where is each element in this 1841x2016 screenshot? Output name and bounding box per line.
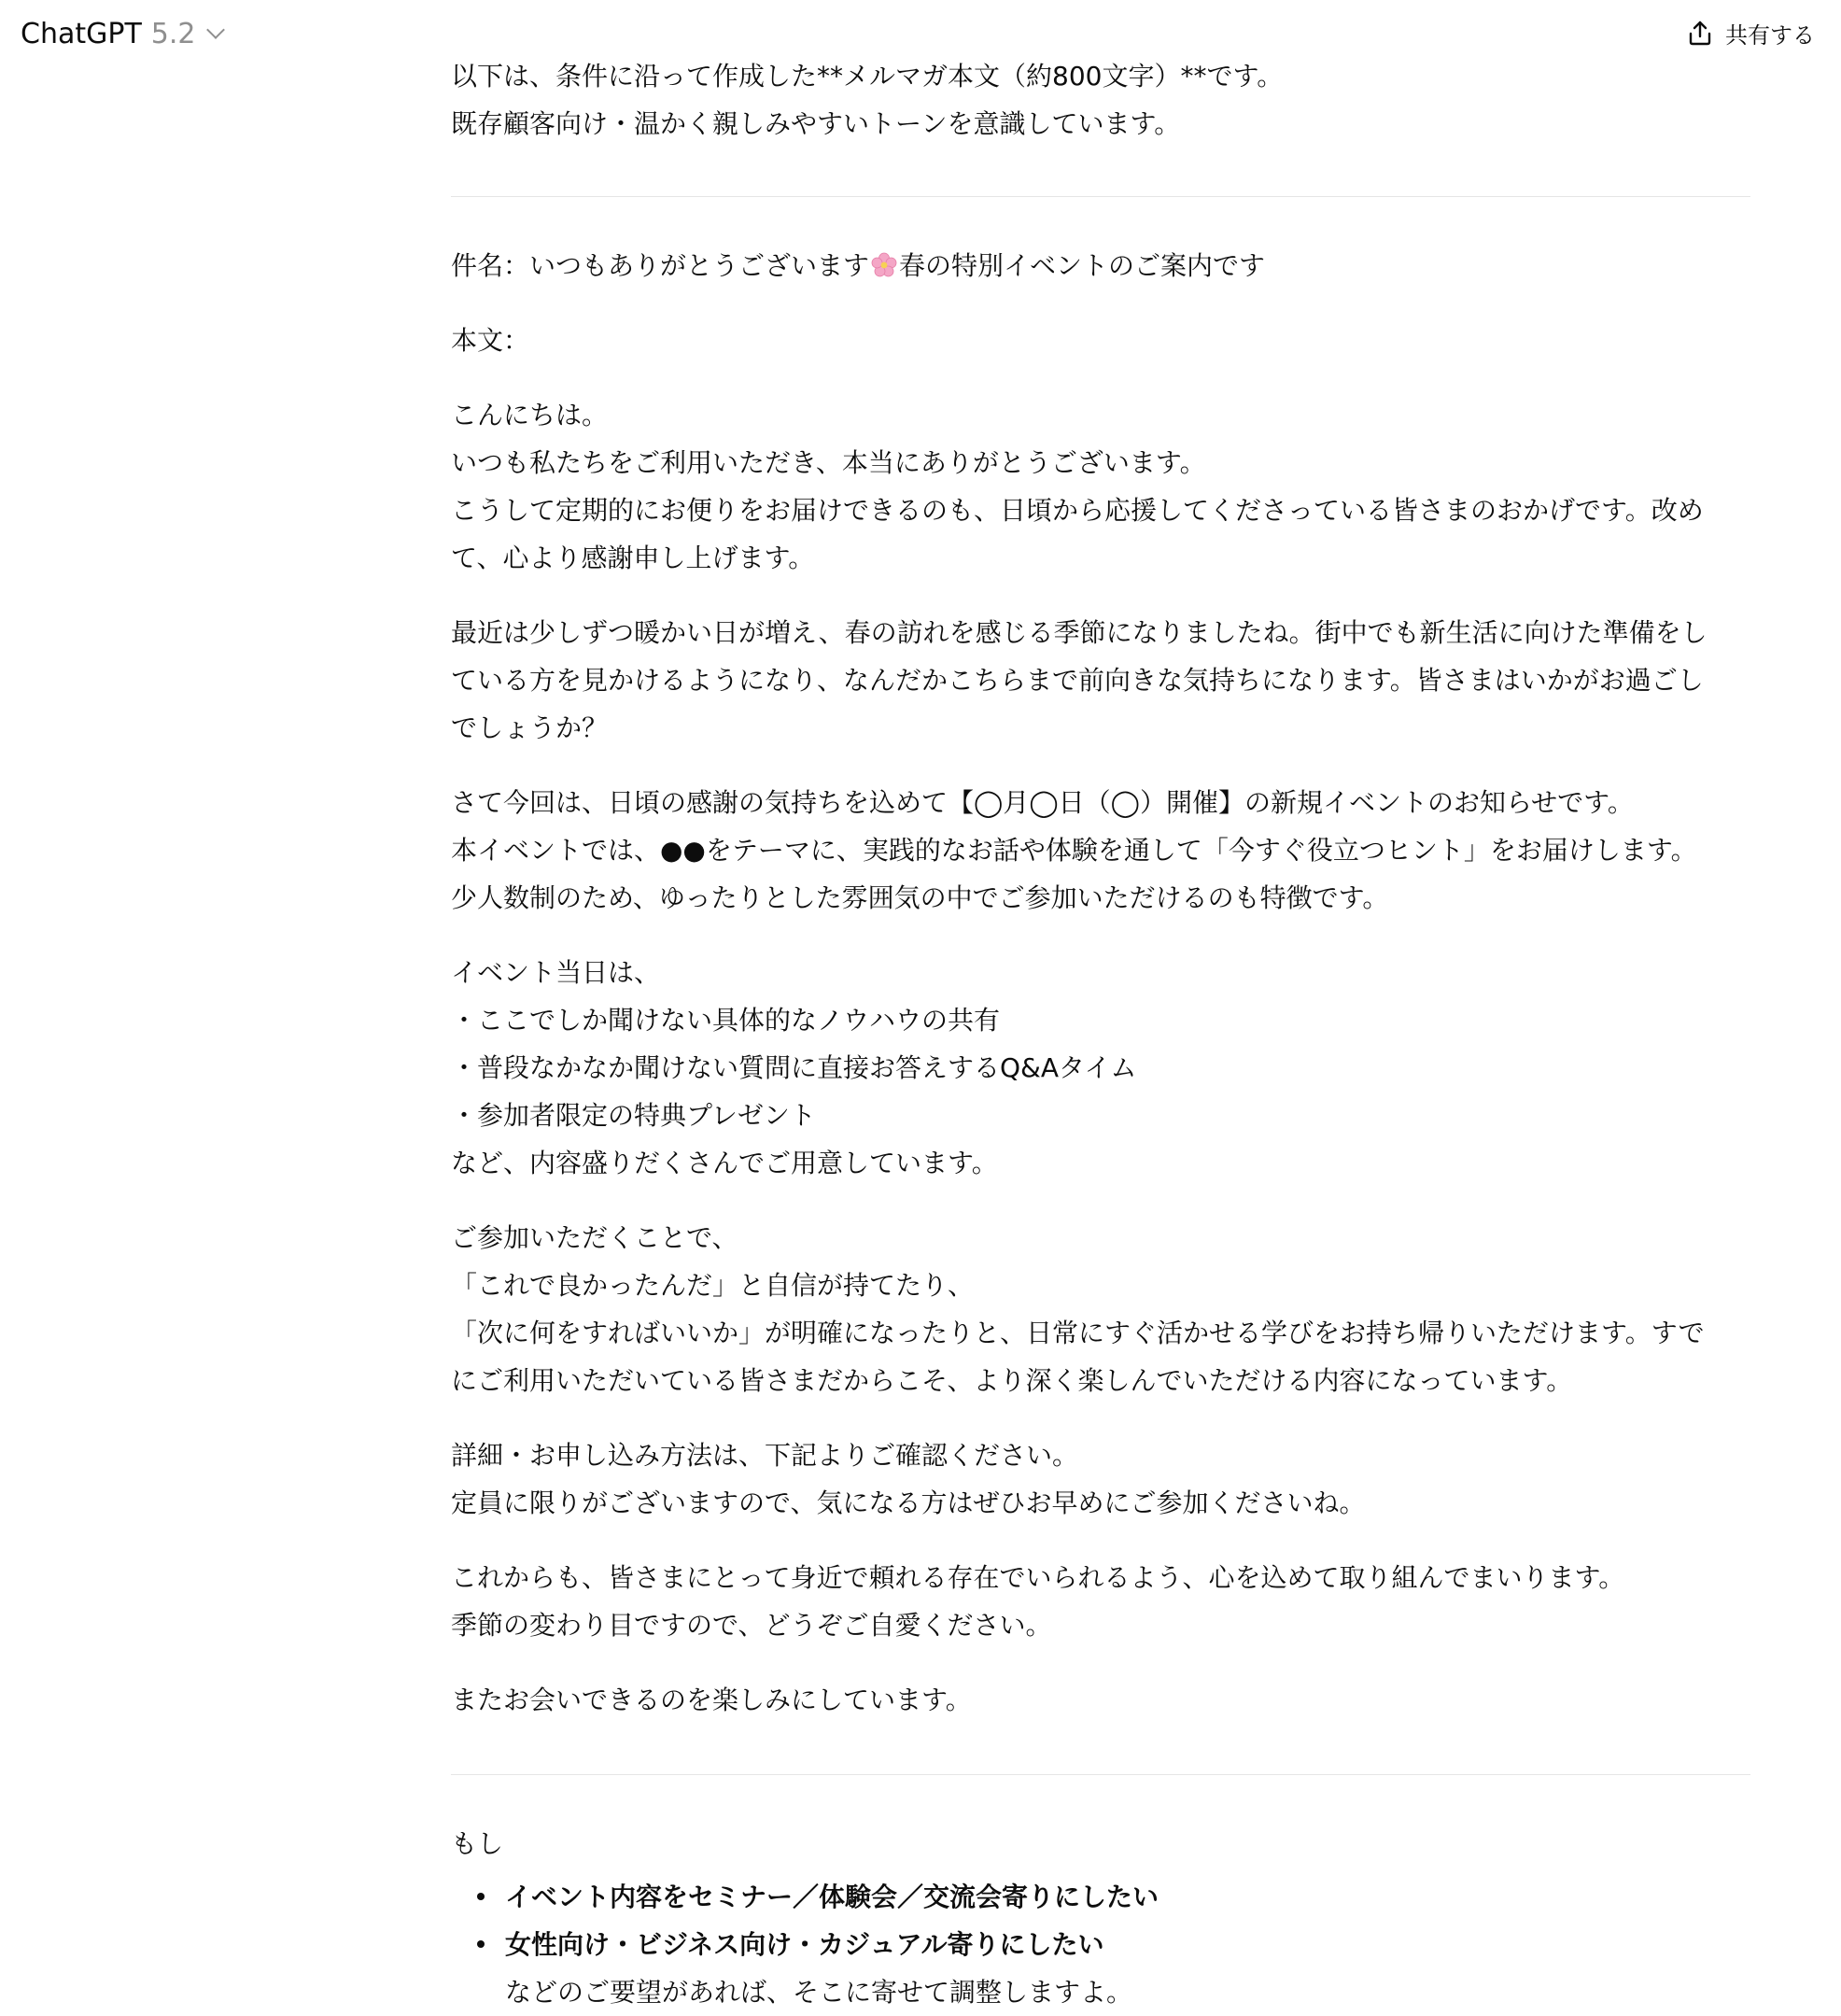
- text-line: これからも、皆さまにとって身近で頼れる存在でいられるよう、心を込めて取り組んでまいります。: [451, 1562, 1625, 1593]
- text-line: 最近は少しずつ暖かい日が増え、春の訪れを感じる季節になりましたね。街中でも新生活に向けた準備をし: [451, 617, 1707, 648]
- text-line: いつも私たちをご利用いただき、本当にありがとうございます。: [451, 447, 1206, 478]
- list-item: ・参加者限定の特典プレゼント: [451, 1100, 816, 1131]
- share-icon: [1688, 20, 1712, 46]
- text-line: 「次に何をすればいいか」が明確になったりと、日常にすぐ活かせる学びをお持ち帰りいただけます。すで: [451, 1318, 1705, 1348]
- model-name: ChatGPT: [21, 17, 142, 50]
- text-line: ご参加いただくことで、: [451, 1222, 738, 1253]
- text-line: 少人数制のため、ゆったりとした雰囲気の中でご参加いただけるのも特徴です。: [451, 882, 1389, 913]
- text-line: て、心より感謝申し上げます。: [451, 543, 815, 573]
- text-line: でしょうか？: [451, 712, 609, 743]
- text-line: ている方を見かけるようになり、なんだかこちらまで前向きな気持ちになります。皆さまはいかがお過ごし: [451, 665, 1704, 696]
- model-switcher[interactable]: [21, 13, 222, 54]
- list-item: ・普段なかなか聞けない質問に直接お答えするQ&Aタイム: [451, 1052, 1137, 1083]
- email-subject: [451, 242, 1750, 289]
- chevron-down-icon: [206, 21, 225, 39]
- text-line: こうして定期的にお便りをお届けできるのも、日頃から応援してくださっている皆さまのおかげです。改め: [451, 495, 1704, 526]
- subject-text: 春の特別イベントのご案内です: [899, 250, 1266, 281]
- model-version: 5.2: [150, 17, 196, 50]
- intro-line: 既存顧客向け・温かく親しみやすいトーンを意識しています。: [451, 108, 1181, 139]
- body-label: 本文：: [451, 325, 530, 356]
- text-line: 季節の変わり目ですので、どうぞご自愛ください。: [451, 1610, 1052, 1641]
- cherry-blossom-icon: [871, 252, 897, 278]
- list-item: [505, 1921, 1750, 2016]
- text-line: こんにちは。: [451, 400, 609, 430]
- text-line: にご利用いただいている皆さまだからこそ、より深く楽しんでいただける内容になっています。: [451, 1365, 1573, 1396]
- subject-text: 件名：いつもありがとうございます: [451, 250, 870, 281]
- text-line: 本イベントでは、●●をテーマに、実践的なお話や体験を通して「今すぐ役立つヒント」をお届けします。: [451, 835, 1697, 866]
- text-line: 詳細・お申し込み方法は、下記よりご確認ください。: [451, 1440, 1079, 1471]
- list-item-text: イベント内容をセミナー／体験会／交流会寄りにしたい: [505, 1882, 1159, 1912]
- intro-line: 以下は、条件に沿って作成した**メルマガ本文（約800文字）**です。: [451, 61, 1284, 92]
- text-line: など、内容盛りだくさんでご用意しています。: [451, 1148, 998, 1178]
- followup-list: [451, 1873, 1750, 2016]
- text-line: さて今回は、日頃の感謝の気持ちを込めて【◯月◯日（◯）開催】の新規イベントのお知らせです。: [451, 787, 1634, 818]
- share-label: 共有する: [1725, 21, 1815, 49]
- list-item: ・ここでしか聞けない具体的なノウハウの共有: [451, 1005, 1001, 1036]
- share-button[interactable]: [1680, 11, 1822, 54]
- text-line: 定員に限りがございますので、気になる方はぜひお早めにご参加くださいね。: [451, 1487, 1366, 1518]
- list-item-text: 女性向け・ビジネス向け・カジュアル寄りにしたい: [505, 1929, 1104, 1960]
- list-item: [505, 1873, 1750, 1921]
- assistant-message: [451, 52, 1750, 2016]
- text-line: またお会いできるのを楽しみにしています。: [451, 1685, 972, 1715]
- followup-lead: もし: [451, 1828, 504, 1859]
- followup-note: などのご要望があれば、そこに寄せて調整しますよ。: [505, 1977, 1133, 2008]
- text-line: イベント当日は、: [451, 957, 661, 988]
- text-line: 「これで良かったんだ」と自信が持てたり、: [451, 1270, 975, 1301]
